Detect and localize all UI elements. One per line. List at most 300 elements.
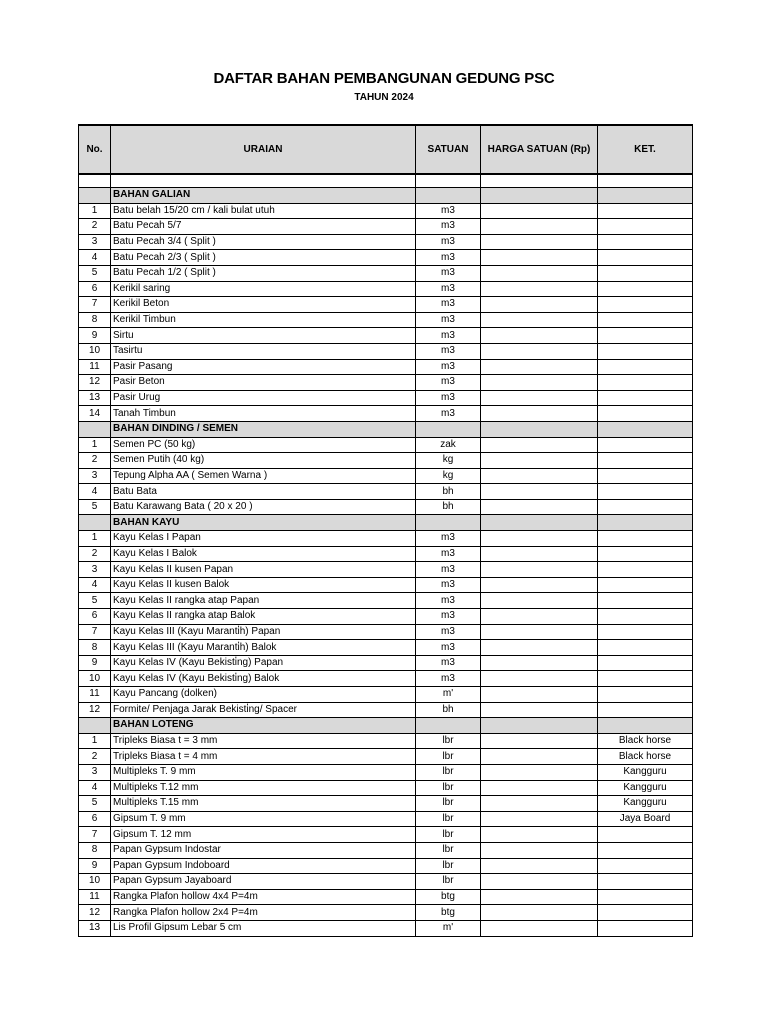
row-unit: lbr xyxy=(416,858,481,874)
row-description: Pasir Pasang xyxy=(111,359,416,375)
row-description: Kayu Kelas II kusen Papan xyxy=(111,562,416,578)
row-description: Kerikil Timbun xyxy=(111,312,416,328)
table-row xyxy=(79,655,693,671)
row-unit-price xyxy=(481,531,598,547)
row-number: 1 xyxy=(79,531,111,547)
cell xyxy=(111,174,416,188)
row-unit-price xyxy=(481,562,598,578)
row-unit: bh xyxy=(416,484,481,500)
table-row xyxy=(79,842,693,858)
row-description: Gipsum T. 12 mm xyxy=(111,827,416,843)
row-number: 4 xyxy=(79,780,111,796)
cell xyxy=(598,174,693,188)
row-unit: btg xyxy=(416,889,481,905)
row-number: 10 xyxy=(79,671,111,687)
row-remarks: Black horse xyxy=(598,749,693,765)
row-number: 5 xyxy=(79,796,111,812)
section-header-row xyxy=(79,188,693,204)
row-unit-price xyxy=(481,687,598,703)
row-unit-price xyxy=(481,265,598,281)
row-unit-price xyxy=(481,811,598,827)
row-description: Sirtu xyxy=(111,328,416,344)
row-unit-price xyxy=(481,920,598,936)
row-number: 7 xyxy=(79,297,111,313)
section-cell xyxy=(481,188,598,204)
row-number: 3 xyxy=(79,562,111,578)
section-title: BAHAN GALIAN xyxy=(111,188,416,204)
row-unit-price xyxy=(481,406,598,422)
row-description: Batu Pecah 2/3 ( Split ) xyxy=(111,250,416,266)
row-unit-price xyxy=(481,624,598,640)
document-subtitle: TAHUN 2024 xyxy=(354,92,414,103)
table-row xyxy=(79,764,693,780)
section-cell xyxy=(416,718,481,734)
table-row xyxy=(79,749,693,765)
row-unit-price xyxy=(481,671,598,687)
row-description: Kayu Kelas IV (Kayu Bekisti̇ng) Balok xyxy=(111,671,416,687)
row-unit-price xyxy=(481,577,598,593)
row-unit: lbr xyxy=(416,874,481,890)
row-number: 9 xyxy=(79,858,111,874)
table-row xyxy=(79,811,693,827)
section-cell xyxy=(79,188,111,204)
row-number: 1 xyxy=(79,437,111,453)
cell xyxy=(416,174,481,188)
row-unit-price xyxy=(481,546,598,562)
row-unit-price xyxy=(481,375,598,391)
row-unit-price xyxy=(481,842,598,858)
row-unit: m3 xyxy=(416,577,481,593)
row-description: Kayu Kelas IV (Kayu Bekisti̇ng) Papan xyxy=(111,655,416,671)
row-unit: m3 xyxy=(416,655,481,671)
row-unit-price xyxy=(481,764,598,780)
row-unit-price xyxy=(481,359,598,375)
row-number: 12 xyxy=(79,375,111,391)
row-unit: m3 xyxy=(416,343,481,359)
row-remarks: Kangguru xyxy=(598,780,693,796)
row-description: Batu Pecah 3/4 ( Split ) xyxy=(111,234,416,250)
row-unit: btg xyxy=(416,905,481,921)
row-unit-price xyxy=(481,640,598,656)
table-row xyxy=(79,733,693,749)
row-unit: m3 xyxy=(416,390,481,406)
row-number: 13 xyxy=(79,920,111,936)
row-number: 5 xyxy=(79,499,111,515)
row-unit-price xyxy=(481,437,598,453)
row-unit: m3 xyxy=(416,531,481,547)
row-remarks xyxy=(598,453,693,469)
row-number: 7 xyxy=(79,827,111,843)
row-unit-price xyxy=(481,281,598,297)
row-description: Papan Gypsum Indostar xyxy=(111,842,416,858)
section-cell xyxy=(598,515,693,531)
section-cell xyxy=(79,421,111,437)
row-remarks: Jaya Board xyxy=(598,811,693,827)
row-number: 10 xyxy=(79,874,111,890)
row-remarks xyxy=(598,655,693,671)
section-header-row xyxy=(79,421,693,437)
row-description: Semen PC (50 kg) xyxy=(111,437,416,453)
row-description: Batu Pecah 5/7 xyxy=(111,219,416,235)
row-unit: kg xyxy=(416,453,481,469)
row-unit: bh xyxy=(416,702,481,718)
table-row xyxy=(79,343,693,359)
row-description: Tripleks Biasa t = 4 mm xyxy=(111,749,416,765)
section-cell xyxy=(481,718,598,734)
row-number: 8 xyxy=(79,640,111,656)
row-number: 5 xyxy=(79,265,111,281)
row-remarks xyxy=(598,406,693,422)
row-number: 5 xyxy=(79,593,111,609)
row-number: 9 xyxy=(79,328,111,344)
row-unit: m3 xyxy=(416,546,481,562)
row-unit: m3 xyxy=(416,375,481,391)
row-unit-price xyxy=(481,780,598,796)
row-number: 9 xyxy=(79,655,111,671)
table-row xyxy=(79,593,693,609)
row-description: Kayu Kelas III (Kayu Maranti̇h) Balok xyxy=(111,640,416,656)
row-unit-price xyxy=(481,468,598,484)
row-unit: lbr xyxy=(416,842,481,858)
row-description: Multipleks T. 9 mm xyxy=(111,764,416,780)
row-unit: lbr xyxy=(416,733,481,749)
row-description: Kayu Kelas III (Kayu Maranti̇h) Papan xyxy=(111,624,416,640)
row-unit-price xyxy=(481,328,598,344)
row-description: Papan Gypsum Indoboard xyxy=(111,858,416,874)
row-unit-price xyxy=(481,234,598,250)
table-row xyxy=(79,702,693,718)
row-unit: m3 xyxy=(416,234,481,250)
row-unit: lbr xyxy=(416,796,481,812)
row-remarks xyxy=(598,484,693,500)
row-number: 8 xyxy=(79,312,111,328)
table-row xyxy=(79,359,693,375)
row-unit: m3 xyxy=(416,406,481,422)
header-uraian: URAIAN xyxy=(111,125,416,174)
row-unit-price xyxy=(481,702,598,718)
row-unit: m3 xyxy=(416,640,481,656)
row-unit-price xyxy=(481,219,598,235)
row-number: 7 xyxy=(79,624,111,640)
section-cell xyxy=(481,421,598,437)
row-description: Kayu Kelas I Papan xyxy=(111,531,416,547)
section-cell xyxy=(598,188,693,204)
table-row xyxy=(79,281,693,297)
section-cell xyxy=(481,515,598,531)
row-remarks xyxy=(598,499,693,515)
section-cell xyxy=(416,188,481,204)
row-description: Tanah Timbun xyxy=(111,406,416,422)
table-row xyxy=(79,905,693,921)
section-title: BAHAN KAYU xyxy=(111,515,416,531)
table-row xyxy=(79,874,693,890)
row-number: 4 xyxy=(79,577,111,593)
row-number: 6 xyxy=(79,811,111,827)
row-unit: m3 xyxy=(416,297,481,313)
row-number: 1 xyxy=(79,203,111,219)
table-row xyxy=(79,234,693,250)
row-unit-price xyxy=(481,609,598,625)
section-cell xyxy=(79,515,111,531)
row-number: 14 xyxy=(79,406,111,422)
row-unit: m3 xyxy=(416,219,481,235)
table-row xyxy=(79,531,693,547)
row-unit: m3 xyxy=(416,624,481,640)
row-description: Rangka Plafon hollow 2x4 P=4m xyxy=(111,905,416,921)
table-row xyxy=(79,624,693,640)
row-description: Kerikil Beton xyxy=(111,297,416,313)
row-number: 2 xyxy=(79,749,111,765)
row-remarks xyxy=(598,640,693,656)
row-remarks xyxy=(598,312,693,328)
table-row xyxy=(79,437,693,453)
table-row xyxy=(79,312,693,328)
row-description: Batu belah 15/20 cm / kali bulat utuh xyxy=(111,203,416,219)
row-remarks xyxy=(598,265,693,281)
table-row xyxy=(79,609,693,625)
row-unit: m3 xyxy=(416,359,481,375)
section-title: BAHAN DINDING / SEMEN xyxy=(111,421,416,437)
row-number: 1 xyxy=(79,733,111,749)
table-row xyxy=(79,328,693,344)
row-remarks xyxy=(598,905,693,921)
row-remarks xyxy=(598,343,693,359)
row-remarks xyxy=(598,687,693,703)
row-remarks xyxy=(598,577,693,593)
row-description: Papan Gypsum Jayaboard xyxy=(111,874,416,890)
row-remarks xyxy=(598,920,693,936)
row-unit: m3 xyxy=(416,328,481,344)
section-header-row xyxy=(79,718,693,734)
row-remarks xyxy=(598,609,693,625)
row-description: Kayu Kelas II rangka atap Balok xyxy=(111,609,416,625)
row-unit-price xyxy=(481,655,598,671)
row-remarks xyxy=(598,874,693,890)
row-description: Tripleks Biasa t = 3 mm xyxy=(111,733,416,749)
header-row xyxy=(79,125,693,174)
row-unit: bh xyxy=(416,499,481,515)
table-row xyxy=(79,920,693,936)
cell xyxy=(481,174,598,188)
section-cell xyxy=(79,718,111,734)
row-unit-price xyxy=(481,484,598,500)
section-cell xyxy=(598,421,693,437)
table-row xyxy=(79,390,693,406)
row-number: 10 xyxy=(79,343,111,359)
row-unit-price xyxy=(481,796,598,812)
row-remarks xyxy=(598,203,693,219)
row-description: Kayu Kelas II rangka atap Papan xyxy=(111,593,416,609)
row-number: 6 xyxy=(79,609,111,625)
row-description: Multipleks T.12 mm xyxy=(111,780,416,796)
row-description: Pasir Urug xyxy=(111,390,416,406)
table-row xyxy=(79,297,693,313)
table-row xyxy=(79,827,693,843)
table-row xyxy=(79,796,693,812)
row-unit-price xyxy=(481,889,598,905)
section-header-row xyxy=(79,515,693,531)
row-unit-price xyxy=(481,733,598,749)
table-row xyxy=(79,250,693,266)
row-unit: kg xyxy=(416,468,481,484)
materials-table xyxy=(78,124,693,937)
row-remarks xyxy=(598,562,693,578)
row-description: Tasirtu xyxy=(111,343,416,359)
row-remarks xyxy=(598,858,693,874)
row-unit-price xyxy=(481,390,598,406)
row-number: 3 xyxy=(79,764,111,780)
row-remarks xyxy=(598,390,693,406)
table-row xyxy=(79,203,693,219)
row-number: 2 xyxy=(79,453,111,469)
row-remarks xyxy=(598,842,693,858)
row-unit-price xyxy=(481,593,598,609)
row-description: Rangka Plafon hollow 4x4 P=4m xyxy=(111,889,416,905)
row-number: 2 xyxy=(79,219,111,235)
row-unit-price xyxy=(481,297,598,313)
row-description: Gipsum T. 9 mm xyxy=(111,811,416,827)
row-number: 12 xyxy=(79,905,111,921)
table-row xyxy=(79,453,693,469)
section-cell xyxy=(416,421,481,437)
row-description: Kayu Pancang (dolken) xyxy=(111,687,416,703)
row-remarks xyxy=(598,219,693,235)
row-unit: m3 xyxy=(416,593,481,609)
row-description: Batu Pecah 1/2 ( Split ) xyxy=(111,265,416,281)
row-remarks xyxy=(598,593,693,609)
row-remarks xyxy=(598,702,693,718)
row-description: Pasir Beton xyxy=(111,375,416,391)
row-unit-price xyxy=(481,312,598,328)
table-row xyxy=(79,468,693,484)
row-number: 11 xyxy=(79,359,111,375)
table-row xyxy=(79,484,693,500)
row-unit-price xyxy=(481,343,598,359)
table-row xyxy=(79,577,693,593)
row-description: Formite/ Penjaga Jarak Bekisti̇ng/ Spacer xyxy=(111,702,416,718)
row-number: 2 xyxy=(79,546,111,562)
section-title: BAHAN LOTENG xyxy=(111,718,416,734)
table-row xyxy=(79,546,693,562)
table-row xyxy=(79,889,693,905)
row-number: 3 xyxy=(79,468,111,484)
table-row xyxy=(79,640,693,656)
row-remarks xyxy=(598,624,693,640)
row-description: Kayu Kelas I Balok xyxy=(111,546,416,562)
row-unit: m3 xyxy=(416,265,481,281)
row-remarks xyxy=(598,328,693,344)
row-unit: m' xyxy=(416,920,481,936)
document-title: DAFTAR BAHAN PEMBANGUNAN GEDUNG PSC xyxy=(213,70,555,87)
row-unit-price xyxy=(481,874,598,890)
section-cell xyxy=(598,718,693,734)
row-number: 4 xyxy=(79,484,111,500)
row-unit: m3 xyxy=(416,312,481,328)
row-remarks xyxy=(598,827,693,843)
row-remarks xyxy=(598,375,693,391)
row-unit: m3 xyxy=(416,671,481,687)
row-unit: lbr xyxy=(416,780,481,796)
table-row xyxy=(79,858,693,874)
row-unit: m3 xyxy=(416,250,481,266)
row-remarks xyxy=(598,671,693,687)
row-number: 4 xyxy=(79,250,111,266)
row-description: Tepung Alpha AA ( Semen Warna ) xyxy=(111,468,416,484)
row-remarks xyxy=(598,234,693,250)
table-row xyxy=(79,219,693,235)
row-unit: lbr xyxy=(416,764,481,780)
header-ket: KET. xyxy=(598,125,693,174)
header-no: No. xyxy=(79,125,111,174)
table-row xyxy=(79,265,693,281)
row-unit-price xyxy=(481,250,598,266)
row-remarks xyxy=(598,359,693,375)
table-row xyxy=(79,687,693,703)
row-unit: m' xyxy=(416,687,481,703)
spacer-row xyxy=(79,174,693,188)
row-number: 11 xyxy=(79,889,111,905)
row-unit-price xyxy=(481,858,598,874)
table-row xyxy=(79,406,693,422)
cell xyxy=(79,174,111,188)
row-description: Lis Profil Gipsum Lebar 5 cm xyxy=(111,920,416,936)
row-remarks xyxy=(598,889,693,905)
table-row xyxy=(79,375,693,391)
row-unit: m3 xyxy=(416,562,481,578)
row-remarks xyxy=(598,531,693,547)
row-number: 11 xyxy=(79,687,111,703)
table-body xyxy=(79,174,693,936)
row-remarks xyxy=(598,437,693,453)
row-remarks: Kangguru xyxy=(598,796,693,812)
row-unit: lbr xyxy=(416,749,481,765)
row-unit-price xyxy=(481,749,598,765)
row-description: Kerikil saring xyxy=(111,281,416,297)
row-unit: m3 xyxy=(416,203,481,219)
row-unit: lbr xyxy=(416,827,481,843)
row-remarks xyxy=(598,281,693,297)
row-unit-price xyxy=(481,453,598,469)
row-description: Multipleks T.15 mm xyxy=(111,796,416,812)
section-cell xyxy=(416,515,481,531)
row-unit: m3 xyxy=(416,281,481,297)
header-satuan: SATUAN xyxy=(416,125,481,174)
table-row xyxy=(79,562,693,578)
row-remarks: Black horse xyxy=(598,733,693,749)
row-unit: zak xyxy=(416,437,481,453)
row-unit-price xyxy=(481,827,598,843)
row-number: 3 xyxy=(79,234,111,250)
row-unit-price xyxy=(481,499,598,515)
row-number: 8 xyxy=(79,842,111,858)
row-remarks xyxy=(598,468,693,484)
row-description: Semen Putih (40 kg) xyxy=(111,453,416,469)
row-unit-price xyxy=(481,905,598,921)
row-description: Batu Karawang Bata ( 20 x 20 ) xyxy=(111,499,416,515)
row-remarks xyxy=(598,546,693,562)
row-unit: lbr xyxy=(416,811,481,827)
row-remarks xyxy=(598,297,693,313)
row-description: Kayu Kelas II kusen Balok xyxy=(111,577,416,593)
row-number: 13 xyxy=(79,390,111,406)
table-row xyxy=(79,499,693,515)
row-number: 6 xyxy=(79,281,111,297)
row-remarks: Kangguru xyxy=(598,764,693,780)
table-row xyxy=(79,671,693,687)
row-description: Batu Bata xyxy=(111,484,416,500)
row-number: 12 xyxy=(79,702,111,718)
table-row xyxy=(79,780,693,796)
